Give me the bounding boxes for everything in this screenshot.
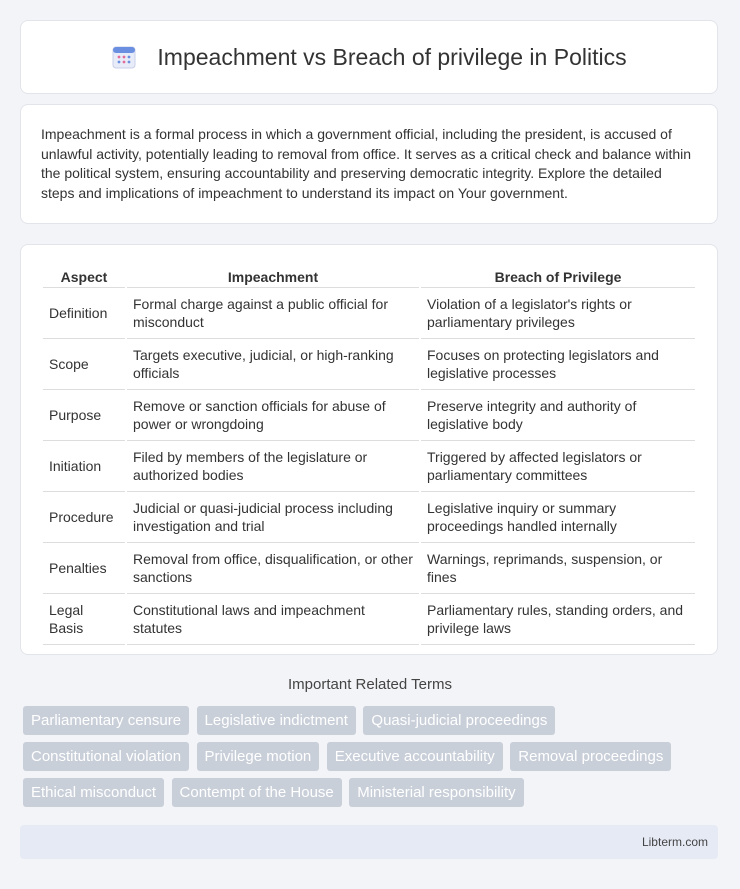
breach-cell: Focuses on protecting legislators and legislative processes (421, 339, 695, 390)
footer (20, 825, 718, 859)
table-row (43, 339, 695, 390)
table-row (43, 492, 695, 543)
aspect-cell: Initiation (43, 441, 125, 492)
breach-cell: Legislative inquiry or summary proceedings handled internally (421, 492, 695, 543)
aspect-cell: Scope (43, 339, 125, 390)
related-term-tag[interactable]: Contempt of the House (172, 778, 342, 807)
related-terms-list (23, 706, 723, 814)
column-header: Aspect (43, 265, 125, 288)
related-term-tag[interactable]: Parliamentary censure (23, 706, 189, 735)
aspect-cell: Definition (43, 288, 125, 339)
impeachment-cell: Remove or sanction officials for abuse of power or wrongdoing (127, 390, 419, 441)
intro-text: Impeachment is a formal process in which a government official, including the president, is accused of unlawful activity, potentially leading to removal from office. It serves as a critical check and balance within the political system, ensuring accountability and preserving democratic integrity. Explore the detailed steps and implications of impeachment to understand its impact on Your government. (41, 126, 692, 201)
related-term-tag[interactable]: Legislative indictment (197, 706, 356, 735)
table-header-row (43, 265, 695, 288)
header-card (20, 20, 718, 94)
related-term-tag[interactable]: Ministerial responsibility (349, 778, 523, 807)
table-row (43, 594, 695, 645)
aspect-cell: Penalties (43, 543, 125, 594)
breach-cell: Triggered by affected legislators or parliamentary committees (421, 441, 695, 492)
aspect-cell: Procedure (43, 492, 125, 543)
column-header: Impeachment (127, 265, 419, 288)
column-header: Breach of Privilege (421, 265, 695, 288)
breach-cell: Violation of a legislator's rights or parliamentary privileges (421, 288, 695, 339)
table-row (43, 441, 695, 492)
impeachment-cell: Targets executive, judicial, or high-ranking officials (127, 339, 419, 390)
impeachment-cell: Constitutional laws and impeachment statutes (127, 594, 419, 645)
footer-brand-link[interactable]: Libterm.com (641, 835, 708, 849)
breach-cell: Warnings, reprimands, suspension, or fines (421, 543, 695, 594)
impeachment-cell: Formal charge against a public official for misconduct (127, 288, 419, 339)
related-term-tag[interactable]: Executive accountability (327, 742, 503, 771)
aspect-cell: Legal Basis (43, 594, 125, 645)
impeachment-cell: Removal from office, disqualification, or other sanctions (127, 543, 419, 594)
impeachment-cell: Filed by members of the legislature or authorized bodies (127, 441, 419, 492)
related-term-tag[interactable]: Ethical misconduct (23, 778, 164, 807)
aspect-cell: Purpose (43, 390, 125, 441)
related-terms-title: Important Related Terms (288, 676, 452, 693)
intro-card (20, 104, 718, 224)
comparison-table-card (20, 244, 718, 655)
related-term-tag[interactable]: Privilege motion (197, 742, 320, 771)
breach-cell: Preserve integrity and authority of legislative body (421, 390, 695, 441)
related-term-tag[interactable]: Constitutional violation (23, 742, 189, 771)
table-row (43, 543, 695, 594)
calendar-icon (111, 44, 137, 70)
table-row (43, 288, 695, 339)
comparison-table (41, 265, 697, 645)
related-term-tag[interactable]: Removal proceedings (510, 742, 671, 771)
table-row (43, 390, 695, 441)
page-title: Impeachment vs Breach of privilege in Politics (157, 43, 627, 70)
impeachment-cell: Judicial or quasi-judicial process including investigation and trial (127, 492, 419, 543)
breach-cell: Parliamentary rules, standing orders, and privilege laws (421, 594, 695, 645)
related-term-tag[interactable]: Quasi-judicial proceedings (363, 706, 555, 735)
